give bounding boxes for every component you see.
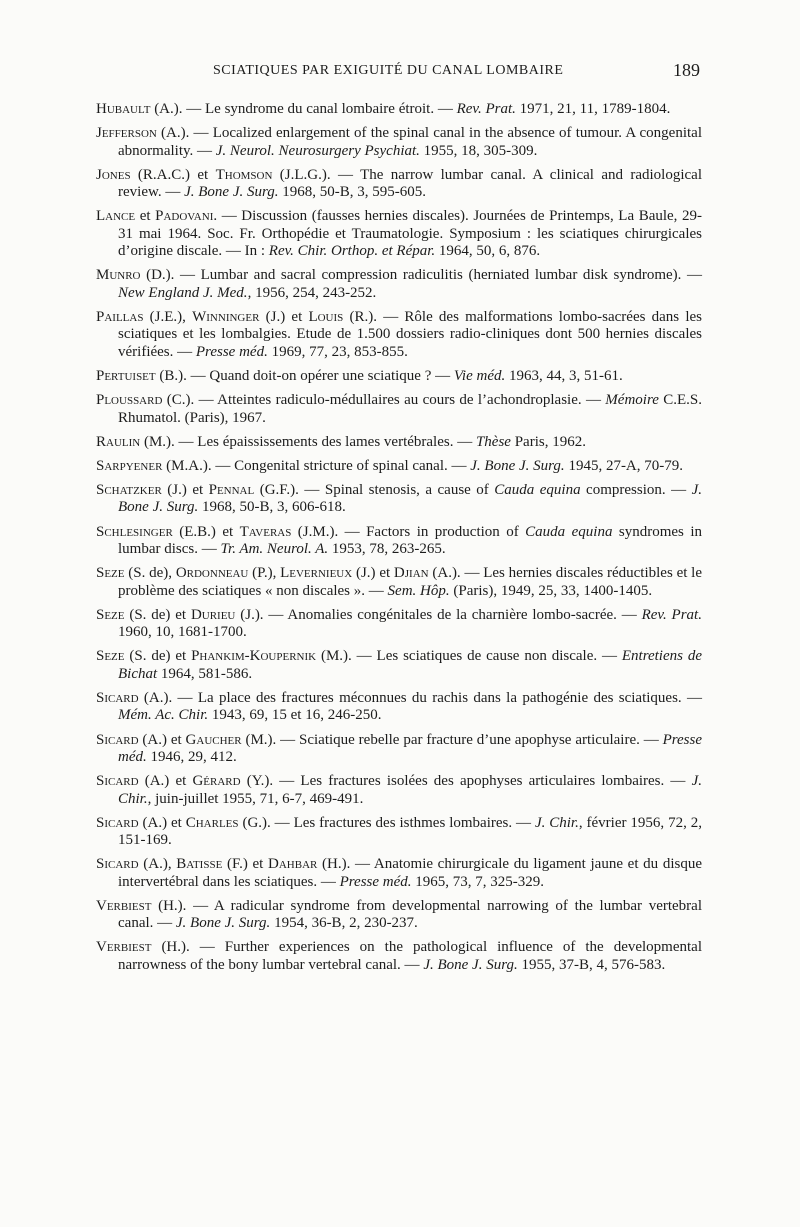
reference-text: , 1956, 254, 243-252. [247,284,377,301]
author-name: Seze [96,565,125,582]
reference-text: (J.L.G.). — The narrow lumbar canal. A clinical and radiological review. — [118,166,702,201]
journal-title: Presse méd. [195,343,268,360]
reference-text: 1953, 78, 263-265. [328,541,446,558]
reference-text: (S. de) et [124,606,191,623]
author-name: Verbiest [96,939,152,956]
reference-text: (A.). — La place des fractures méconnues du rachis dans la pathogénie des sciatiques. — [138,689,702,706]
reference-text: 1955, 18, 305-309. [419,142,538,159]
reference-text: (A.) et [138,773,193,790]
reference-entry [96,815,702,850]
journal-title: Entretiens de Bichat [118,648,702,682]
journal-title: J. Bone J. Surg. [423,956,518,973]
author-name: Sicard [96,814,139,831]
reference-text: (J.) et [352,565,394,582]
reference-text: (E.B.) et [172,523,240,540]
reference-text: , juin-juillet 1955, 71, 6-7, 469-491. [147,790,364,807]
reference-text: (M.). — Les sciatiques de cause non discale. — [316,648,622,665]
author-name: Schlesinger [96,523,173,540]
journal-title: J. Chir. [118,773,702,807]
reference-entry [96,565,702,600]
journal-title: Cauda equina [525,523,613,540]
author-name: Sicard [96,773,139,790]
author-name: Lance [96,208,136,225]
reference-text: (F.) et [222,856,269,873]
reference-entry [96,648,702,683]
author-name: Hubault [96,101,151,117]
reference-text: (A.). — Les hernies discales réductibles et le problème des sciatiques « non discales ». — [118,565,702,599]
reference-text: (C.). — Atteintes radiculo-médullaires au cours de l’achondroplasie. — [162,392,606,409]
author-name: Taveras [239,523,292,540]
author-name: Sarpyener [96,457,163,474]
reference-text: , février 1956, 72, 2, 151-169. [118,814,702,849]
author-name: Dahbar [268,856,318,873]
reference-list [96,101,702,981]
author-name: Djian [393,565,429,582]
journal-title: J. Bone J. Surg. [184,184,279,201]
reference-entry [96,309,702,362]
journal-title: Cauda equina [494,481,581,498]
reference-text: (Paris), 1949, 25, 33, 1400-1405. [449,582,653,599]
journal-title: Rev. Prat. [456,101,516,117]
journal-title: J. Chir. [534,814,579,831]
reference-entry [96,732,702,767]
reference-text: (M.). — Sciatique rebelle par fracture d’une apophyse articulaire. — [241,731,663,748]
reference-text: compression. — [580,481,692,498]
journal-title: Presse méd. [339,873,412,890]
author-name: Schatzker [96,481,162,498]
author-name: Munro [96,267,141,284]
reference-text: 1943, 69, 15 et 16, 246-250. [208,707,382,724]
running-head: SCIATIQUES PAR EXIGUITÉ DU CANAL LOMBAIRE [213,63,564,78]
journal-title: Presse méd. [118,731,703,765]
reference-text: 1960, 10, 1681-1700. [118,624,247,641]
journal-title: J. Bone J. Surg. [175,915,271,932]
journal-title: Mémoire [605,392,659,409]
journal-title: J. Neurol. Neurosurgery Psychiat. [215,142,420,159]
reference-text: (J.) et [161,481,209,498]
reference-text: . — Discussion (fausses hernies discales). Journées de Printemps, La Baule, 29-31 mai 1964. Soc. Fr. Orthopédie et Traumatologie. Symposium : les sciatiques chirurgicales d’origine discale. — In : [118,208,703,260]
reference-entry [96,208,702,261]
journal-title: New England J. Med. [118,284,248,301]
reference-entry [96,482,702,517]
reference-text: 1969, 77, 23, 853-855. [267,343,408,360]
reference-text: (A.) et [138,731,186,748]
reference-text: et [135,208,156,225]
reference-text: 1964, 50, 6, 876. [435,243,541,260]
reference-text: (J.E.), [143,308,193,325]
reference-text: 1971, 21, 11, 1789-1804. [515,101,671,117]
reference-entry [96,458,702,476]
reference-text: 1968, 50-B, 3, 606-618. [198,499,346,516]
reference-text: (M.). — Les épaississements des lames vertébrales. — [140,433,476,450]
reference-text: (B.). — Quand doit-on opérer une sciatique ? — [155,368,454,385]
reference-text: (H.). — Anatomie chirurgicale du ligament jaune et du disque intervertébral dans les sciatiques. — [118,856,702,890]
author-name: Raulin [96,433,141,450]
journal-title: Vie méd. [453,368,506,385]
author-name: Paillas [96,308,144,325]
reference-text: (D.). — Lumbar and sacral compression radiculitis (herniated lumbar disk syndrome). — [140,267,702,284]
reference-text: (A.). — Le syndrome du canal lombaire étroit. — [150,101,457,117]
reference-entry [96,524,702,559]
page-number: 189 [673,60,700,80]
author-name: Seze [96,606,125,623]
reference-text: Paris, 1962. [510,433,586,450]
author-name: Levernieux [280,565,353,582]
reference-text: (G.F.). — Spinal stenosis, a cause of [254,481,495,498]
reference-text: C.E.S. Rhumatol. (Paris), 1967. [118,392,702,426]
author-name: Pennal [208,481,255,498]
author-name: Batisse [176,856,223,873]
reference-text: (J.M.). — Factors in production of [291,523,526,540]
reference-text: (A.), [138,856,177,873]
reference-entry [96,368,702,386]
journal-title: Rev. Chir. Orthop. et Répar. [268,243,436,260]
reference-text: 1954, 36-B, 2, 230-237. [270,915,418,932]
reference-entry [96,607,702,642]
author-name: Ploussard [96,392,163,409]
reference-entry [96,392,702,427]
reference-text: (R.A.C.) et [130,166,216,183]
reference-entry [96,434,702,452]
reference-text: (P.), [248,565,281,582]
reference-text: 1955, 37-B, 4, 576-583. [517,956,666,973]
reference-entry [96,690,702,725]
reference-text: 1963, 44, 3, 51-61. [505,368,623,385]
author-name: Gérard [192,773,241,790]
reference-text: (R.). — Rôle des malformations lombo-sacrées dans les sciatiques et les lombalgies. Etude de 1.500 dossiers radio-cliniques dont 500 hernies discales vérifiées. — [118,308,703,360]
reference-text: 1968, 50-B, 3, 595-605. [278,184,427,201]
author-name: Padovani [155,208,214,225]
reference-text: (G.). — Les fractures des isthmes lombaires. — [238,814,535,831]
author-name: Sicard [96,856,139,873]
reference-entry [96,856,702,891]
author-name: Seze [96,648,125,665]
author-name: Phankim-Koupernik [191,648,317,665]
reference-text: (H.). — Further experiences on the pathological influence of the developmental narrowness of the bony lumbar vertebral canal. — [118,939,702,973]
reference-text: (M.A.). — Congenital stricture of spinal canal. — [162,457,471,474]
author-name: Jones [96,166,131,183]
reference-text: 1945, 27-A, 70-79. [564,457,684,474]
author-name: Jefferson [96,125,157,142]
author-name: Ordonneau [175,565,249,582]
journal-title: Tr. Am. Neurol. A. [220,541,329,558]
author-name: Charles [185,814,239,831]
author-name: Gaucher [185,731,242,748]
author-name: Sicard [96,731,139,748]
reference-text: (A.) et [138,814,186,831]
reference-entry [96,101,702,119]
author-name: Durieu [190,606,236,623]
reference-entry [96,167,702,202]
journal-title: Mém. Ac. Chir. [118,707,209,724]
reference-text: (H.). — A radicular syndrome from developmental narrowing of the lumbar vertebral canal. — [118,897,702,932]
journal-title: J. Bone J. Surg. [118,481,702,516]
author-name: Sicard [96,689,139,706]
reference-text: (J.) et [259,308,309,325]
reference-text: (S. de) et [124,648,192,665]
author-name: Louis [308,308,344,325]
reference-text: 1946, 29, 412. [146,749,237,765]
author-name: Pertuiset [96,368,156,385]
reference-text: (J.). — Anomalies congénitales de la charnière lombo-sacrée. — [235,606,642,623]
reference-entry [96,898,702,933]
reference-text: 1964, 581-586. [157,665,253,682]
author-name: Winninger [192,308,260,325]
journal-title: J. Bone J. Surg. [470,457,565,474]
author-name: Thomson [215,166,273,183]
reference-text: (Y.). — Les fractures isolées des apophyses articulaires lombaires. — [240,773,692,790]
reference-entry [96,267,702,302]
reference-entry [96,125,702,160]
reference-text: (S. de), [124,565,176,582]
author-name: Verbiest [96,897,152,914]
reference-entry [96,773,702,808]
journal-title: Sem. Hôp. [387,582,450,599]
reference-text: 1965, 73, 7, 325-329. [411,873,545,890]
journal-title: Rev. Prat. [641,606,702,623]
journal-title: Thèse [475,433,511,450]
reference-text: syndromes in lumbar discs. — [118,523,702,558]
reference-entry [96,939,702,974]
reference-text: (A.). — Localized enlargement of the spinal canal in the absence of tumour. A congenital abnormality. — [118,125,702,159]
